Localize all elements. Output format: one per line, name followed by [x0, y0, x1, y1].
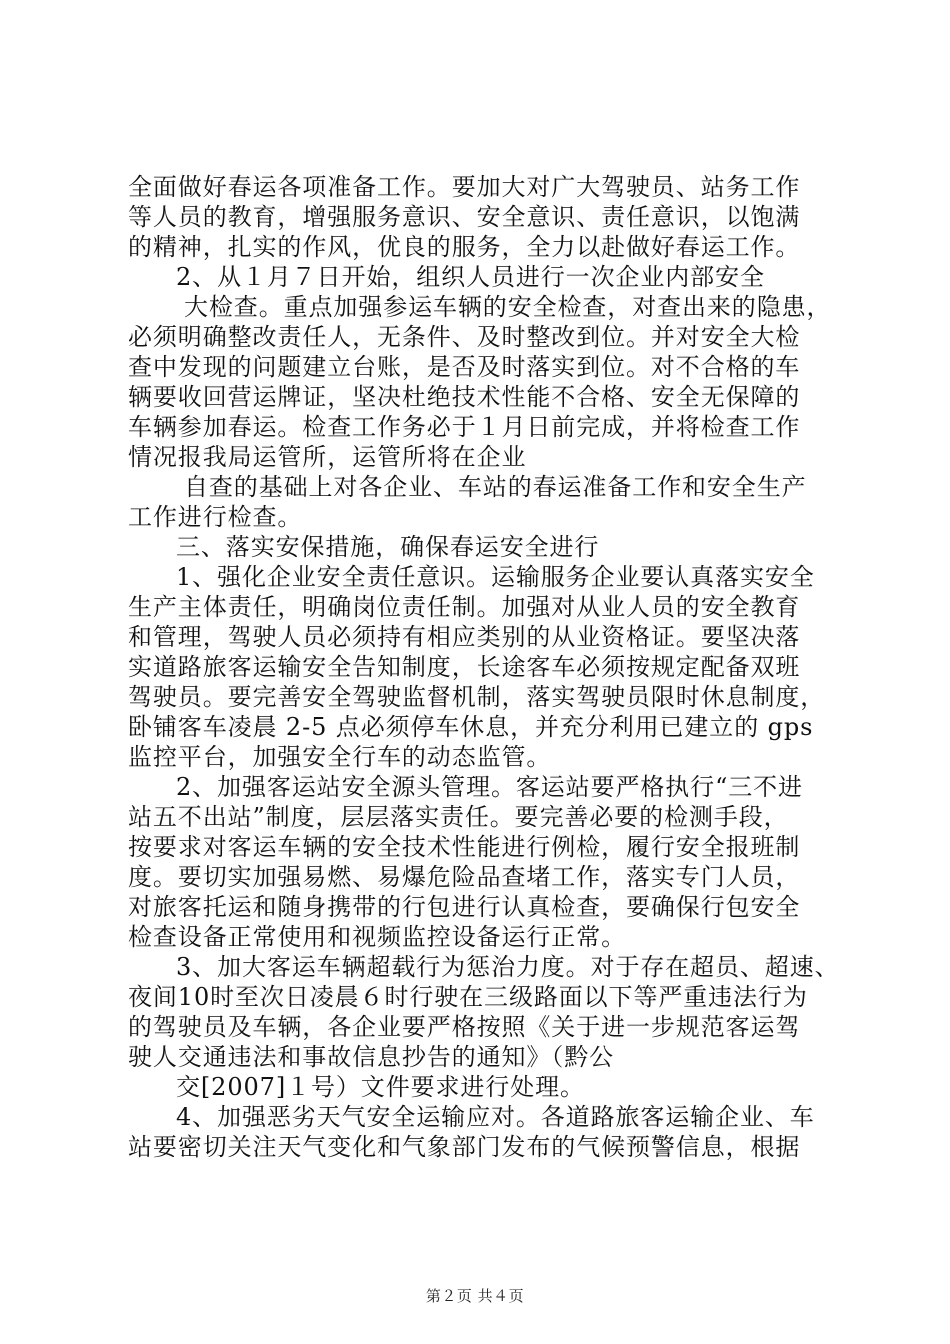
text-line: 4、加强恶劣天气安全运输应对。各道路旅客运输企业、车: [176, 1103, 815, 1131]
text-line: 大检查。重点加强参运车辆的安全检查，对查出来的隐患，: [184, 293, 832, 321]
text-line: 和管理，驾驶人员必须持有相应类别的从业资格证。要坚决落: [128, 623, 801, 651]
page-footer: [0, 1286, 950, 1306]
text-line: 辆要收回营运牌证，坚决杜绝技术性能不合格、安全无保障的: [128, 383, 801, 411]
text-line: 度。要切实加强易燃、易爆危险品查堵工作，落实专门人员，: [128, 863, 801, 891]
text-line: 驶人交通违法和事故信息抄告的通知》（黔公: [128, 1043, 614, 1071]
text-line: 查中发现的问题建立台账，是否及时落实到位。对不合格的车: [128, 353, 801, 381]
text-line: 站要密切关注天气变化和气象部门发布的气候预警信息，根据: [128, 1133, 801, 1161]
text-line: 全面做好春运各项准备工作。要加大对广大驾驶员、站务工作: [128, 173, 801, 201]
text-line: 交[2007]１号）文件要求进行处理。: [176, 1073, 585, 1101]
text-line: 2、加强客运站安全源头管理。客运站要严格执行“三不进: [176, 773, 803, 801]
text-line: 实道路旅客运输安全告知制度，长途客车必须按规定配备双班: [128, 653, 801, 681]
text-line: 的精神，扎实的作风，优良的服务，全力以赴做好春运工作。: [128, 233, 801, 261]
text-line: 2、从１月７日开始，组织人员进行一次企业内部安全: [176, 263, 765, 291]
text-line: 必须明确整改责任人，无条件、及时整改到位。并对安全大检: [128, 323, 801, 351]
document-body: [128, 172, 840, 1162]
text-line: 生产主体责任，明确岗位责任制。加强对从业人员的安全教育: [128, 593, 801, 621]
text-line: 1、强化企业安全责任意识。运输服务企业要认真落实安全: [176, 563, 815, 591]
text-line: 检查设备正常使用和视频监控设备运行正常。: [128, 923, 626, 951]
text-line: 卧铺客车凌晨 2-5 点必须停车休息，并充分利用已建立的 gps: [128, 713, 814, 741]
text-line: 按要求对客运车辆的安全技术性能进行例检，履行安全报班制: [128, 833, 801, 861]
text-line: 站五不出站”制度，层层落实责任。要完善必要的检测手段，: [128, 803, 789, 831]
text-line: 工作进行检查。: [128, 503, 303, 531]
text-line: 驾驶员。要完善安全驾驶监督机制，落实驾驶员限时休息制度，: [128, 683, 826, 711]
text-line: 等人员的教育，增强服务意识、安全意识、责任意识，以饱满: [128, 203, 801, 231]
text-line: 情况报我局运管所，运管所将在企业: [128, 443, 527, 471]
section-heading: 三、落实安保措施，确保春运安全进行: [176, 533, 600, 561]
text-line: 夜间10时至次日凌晨６时行驶在三级路面以下等严重违法行为: [128, 983, 808, 1011]
text-line: 的驾驶员及车辆，各企业要严格按照《关于进一步规范客运驾: [128, 1013, 801, 1041]
page-number: 第２页 共４页: [425, 1287, 525, 1305]
text-line: 对旅客托运和随身携带的行包进行认真检查，要确保行包安全: [128, 893, 801, 921]
text-line: 3、加大客运车辆超载行为惩治力度。对于存在超员、超速、: [176, 953, 840, 981]
text-line: 车辆参加春运。检查工作务必于１月日前完成，并将检查工作: [128, 413, 801, 441]
text-line: 监控平台，加强安全行车的动态监管。: [128, 743, 552, 771]
text-line: 自查的基础上对各企业、车站的春运准备工作和安全生产: [184, 473, 807, 501]
